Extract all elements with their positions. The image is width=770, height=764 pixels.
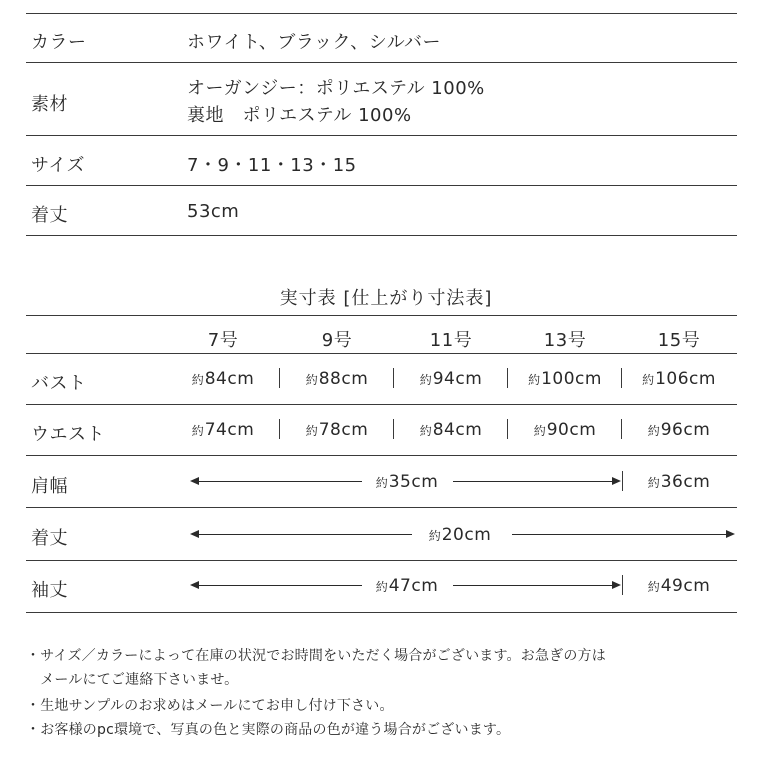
spec-rule-2	[26, 135, 737, 136]
bust-divider-2	[393, 368, 394, 388]
bust-cell-11: 約94cm	[419, 369, 483, 389]
waist-cell-11: 約84cm	[419, 420, 483, 440]
waist-cell-15: 約96cm	[647, 420, 711, 440]
length-row-label: 着丈	[31, 528, 68, 549]
length-label: 着丈	[31, 205, 68, 226]
spec-rule-3	[26, 185, 737, 186]
waist-cell-7: 約74cm	[191, 420, 255, 440]
bust-cell-7: 約84cm	[191, 369, 255, 389]
waist-cell-13: 約90cm	[533, 420, 597, 440]
color-label: カラー	[31, 32, 87, 53]
waist-cell-9: 約78cm	[305, 420, 369, 440]
size-header-rule	[26, 353, 737, 354]
bust-divider-4	[621, 368, 622, 388]
waist-rule	[26, 455, 737, 456]
shoulder-arrow-left-line	[198, 481, 362, 482]
color-value: ホワイト、ブラック、シルバー	[187, 32, 442, 53]
sleeve-divider	[622, 575, 623, 595]
waist-divider-4	[621, 419, 622, 439]
waist-label: ウエスト	[31, 424, 105, 445]
size-table-title: 実寸表 [仕上がり寸法表]	[279, 288, 493, 309]
spec-bottom-rule	[26, 235, 737, 236]
sleeve-span-value: 約47cm	[375, 576, 439, 596]
size-table-top-rule	[26, 315, 737, 316]
note-stock: ・サイズ／カラーによって在庫の状況でお時間をいただく場合がございます。お急ぎの方は	[26, 648, 606, 664]
shoulder-divider	[622, 471, 623, 491]
length-arrow-right-line	[512, 534, 727, 535]
waist-divider-2	[393, 419, 394, 439]
length-arrow-right-head	[726, 530, 735, 538]
material-label: 素材	[31, 94, 68, 115]
material-value-1: オーガンジー：ポリエステル 100%	[187, 78, 485, 99]
size-header-15: 15号	[657, 330, 701, 351]
spec-top-rule	[26, 13, 737, 14]
sleeve-cell-15: 約49cm	[647, 576, 711, 596]
size-header-7: 7号	[207, 330, 239, 351]
note-fabric-sample: ・生地サンプルのお求めはメールにてお申し付け下さい。	[26, 698, 394, 714]
shoulder-cell-15: 約36cm	[647, 472, 711, 492]
size-value: 7・9・11・13・15	[187, 155, 357, 176]
bust-divider-1	[279, 368, 280, 388]
bust-cell-13: 約100cm	[528, 369, 602, 389]
length-rule	[26, 560, 737, 561]
shoulder-label: 肩幅	[31, 476, 68, 497]
waist-divider-3	[507, 419, 508, 439]
length-value: 53cm	[187, 201, 240, 222]
sleeve-arrow-right-line	[453, 585, 613, 586]
size-header-11: 11号	[429, 330, 473, 351]
size-header-13: 13号	[543, 330, 587, 351]
size-table-bottom-rule	[26, 612, 737, 613]
material-value-2: 裏地 ポリエステル 100%	[187, 105, 412, 126]
sleeve-label: 袖丈	[31, 580, 68, 601]
sleeve-arrow-left-line	[198, 585, 362, 586]
note-stock-contact: メールにてご連絡下さいませ。	[26, 672, 239, 688]
waist-divider-1	[279, 419, 280, 439]
shoulder-span-value: 約35cm	[375, 472, 439, 492]
shoulder-rule	[26, 507, 737, 508]
bust-divider-3	[507, 368, 508, 388]
bust-label: バスト	[31, 373, 87, 394]
shoulder-arrow-right-head	[612, 477, 621, 485]
size-label: サイズ	[31, 155, 86, 176]
sleeve-arrow-right-head	[612, 581, 621, 589]
shoulder-arrow-right-line	[453, 481, 613, 482]
bust-rule	[26, 404, 737, 405]
spec-rule-1	[26, 62, 737, 63]
bust-cell-15: 約106cm	[642, 369, 716, 389]
size-header-9: 9号	[321, 330, 353, 351]
length-span-value: 約20cm	[428, 525, 492, 545]
bust-cell-9: 約88cm	[305, 369, 369, 389]
length-arrow-left-line	[198, 534, 412, 535]
note-color-difference: ・お客様のpc環境で、写真の色と実際の商品の色が違う場合がございます。	[26, 722, 511, 738]
